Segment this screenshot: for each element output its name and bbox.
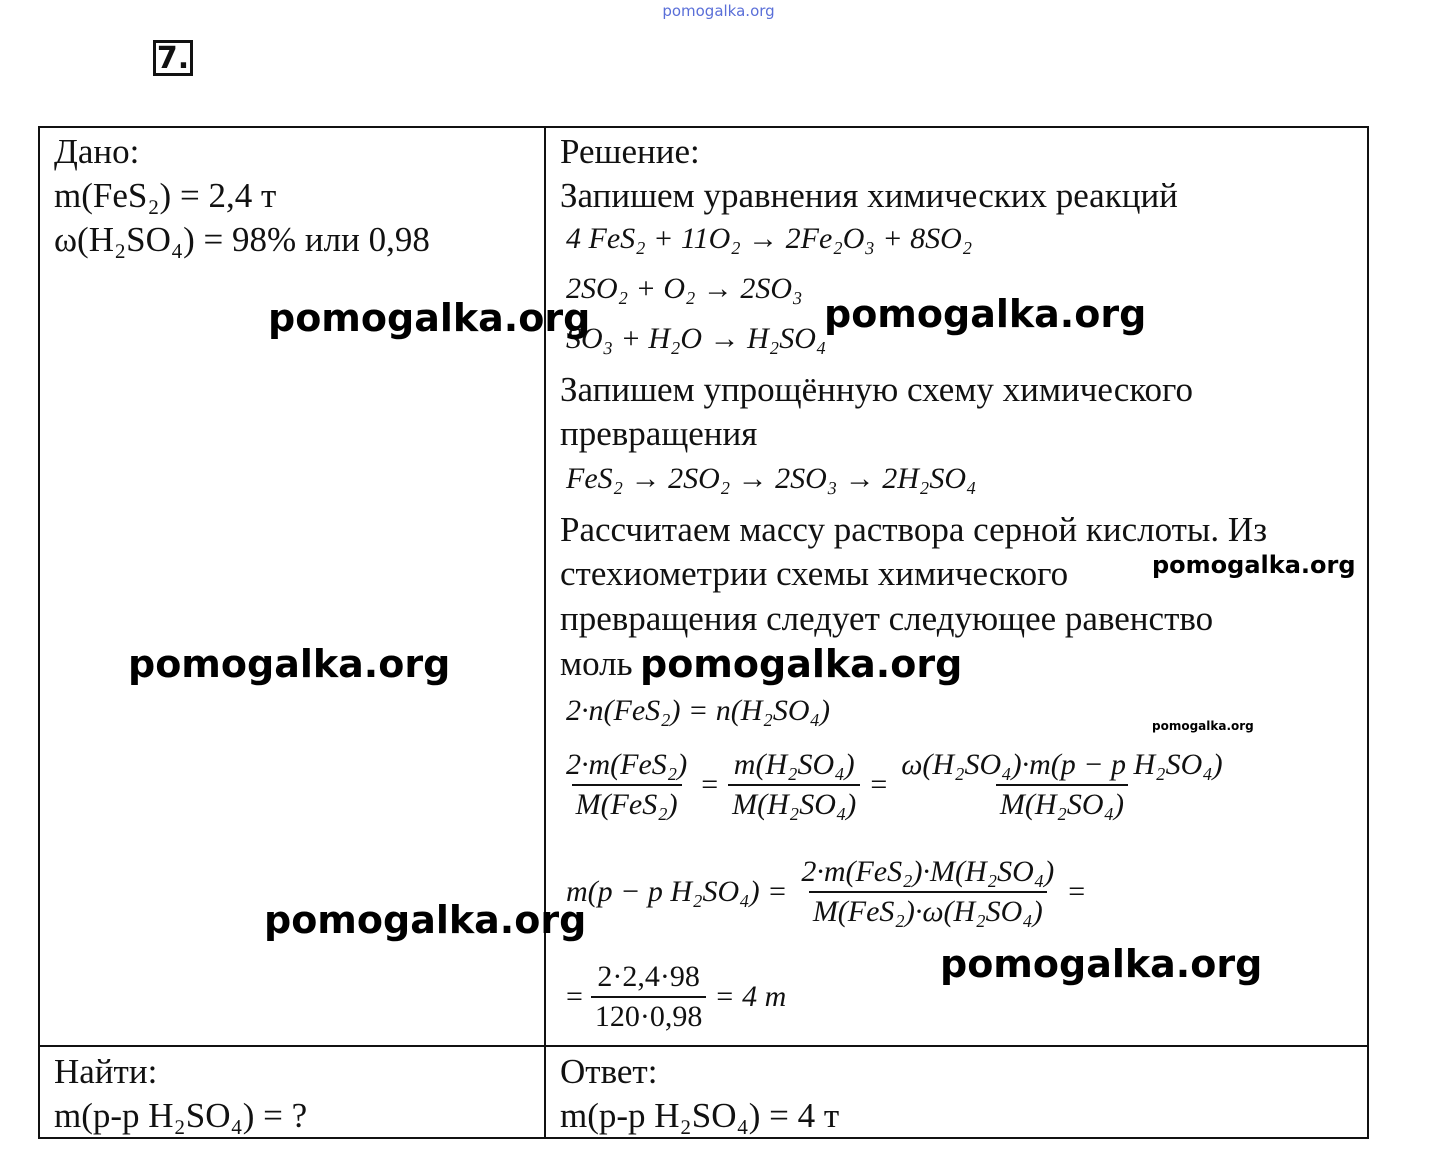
fraction-3: $\frac{\text{ω(H₂SO₄)·m(p − p H₂SO₄)}}{\text{M(H₂SO₄)}}$ xyxy=(901,748,1223,821)
site-header-link[interactable]: pomogalka.org xyxy=(662,2,775,20)
solution-paragraph-3-line-2: стехиометрии схемы химического xyxy=(560,554,1069,593)
watermark: pomogalka.org xyxy=(1152,719,1254,733)
solution-paragraph-3-line-3: превращения следует следующее равенство xyxy=(560,599,1214,638)
fraction-4: $\frac{\text{2·m(FeS₂)·M(H₂SO₄)}}{\text{M(FeS₂)·ω(H₂SO₄)}}$ xyxy=(801,855,1055,928)
find-title: Найти: xyxy=(54,1052,158,1091)
find-target: m(p-p H₂SO₄) = ? xyxy=(54,1096,308,1135)
solution-paragraph-1: Запишем уравнения химических реакций xyxy=(560,176,1178,215)
solution-paragraph-3-line-1: Рассчитаем массу раствора серной кислоты. Из xyxy=(560,510,1268,549)
mole-equation: 2·n(FeS₂) = n(H₂SO₄) xyxy=(566,694,830,727)
table-divider-vertical xyxy=(544,126,546,1139)
watermark: pomogalka.org xyxy=(128,642,451,686)
reaction-equation-3: SO₃ + H₂O → H₂SO₄ xyxy=(566,322,827,355)
solution-paragraph-2-line-2: превращения xyxy=(560,414,758,453)
solution-paragraph-3-line-4: моль xyxy=(560,644,633,683)
solution-title: Решение: xyxy=(560,132,700,171)
mass-ratio-equation: $\frac{\text{2·m(FeS₂)}}{\text{M(FeS₂)}}$ = $\frac{\text{m(H₂SO₄)}}{\text{M(H₂SO₄)}}$ = $\frac{\text{ω(H₂SO₄)·m(p − p H₂SO₄)}}{\text{M(H₂SO₄)}}$ xyxy=(562,748,1227,822)
table-divider-horizontal xyxy=(38,1045,1369,1047)
fraction-1: $\frac{\text{2·m(FeS₂)}}{\text{M(FeS₂)}}$ xyxy=(566,748,688,821)
given-title: Дано: xyxy=(54,132,140,171)
task-number: 7. xyxy=(153,40,193,76)
answer-title: Ответ: xyxy=(560,1052,658,1091)
given-fraction: ω(H₂SO₄) = 98% или 0,98 xyxy=(54,220,430,259)
watermark: pomogalka.org xyxy=(824,292,1147,336)
solution-mass-formula: m(p − p H₂SO₄) = $\frac{\text{2·m(FeS₂)·M(H₂SO₄)}}{\text{M(FeS₂)·ω(H₂SO₄)}}$ = xyxy=(566,855,1086,928)
conversion-scheme: FeS₂ → 2SO₂ → 2SO₃ → 2H₂SO₄ xyxy=(566,462,977,495)
numeric-calculation: = $\frac{2\cdot 2,4\cdot 98}{120\cdot 0,98}$ = 4 m xyxy=(566,960,787,1033)
answer-value: m(p-p H₂SO₄) = 4 т xyxy=(560,1096,840,1135)
watermark: pomogalka.org xyxy=(1152,551,1356,579)
reaction-equation-1: 4 FeS₂ + 11O₂ → 2Fe₂O₃ + 8SO₂ xyxy=(566,222,973,255)
watermark: pomogalka.org xyxy=(640,642,963,686)
watermark: pomogalka.org xyxy=(264,898,587,942)
solution-paragraph-2-line-1: Запишем упрощённую схему химического xyxy=(560,370,1194,409)
watermark: pomogalka.org xyxy=(268,296,591,340)
reaction-equation-2: 2SO₂ + O₂ → 2SO₃ xyxy=(566,272,803,305)
watermark: pomogalka.org xyxy=(940,942,1263,986)
fraction-2: $\frac{\text{m(H₂SO₄)}}{\text{M(H₂SO₄)}}$ xyxy=(728,748,860,822)
fraction-5: $\frac{2\cdot 2,4\cdot 98}{120\cdot 0,98}$ xyxy=(591,960,707,1034)
given-mass: m(FeS₂) = 2,4 т xyxy=(54,176,277,215)
